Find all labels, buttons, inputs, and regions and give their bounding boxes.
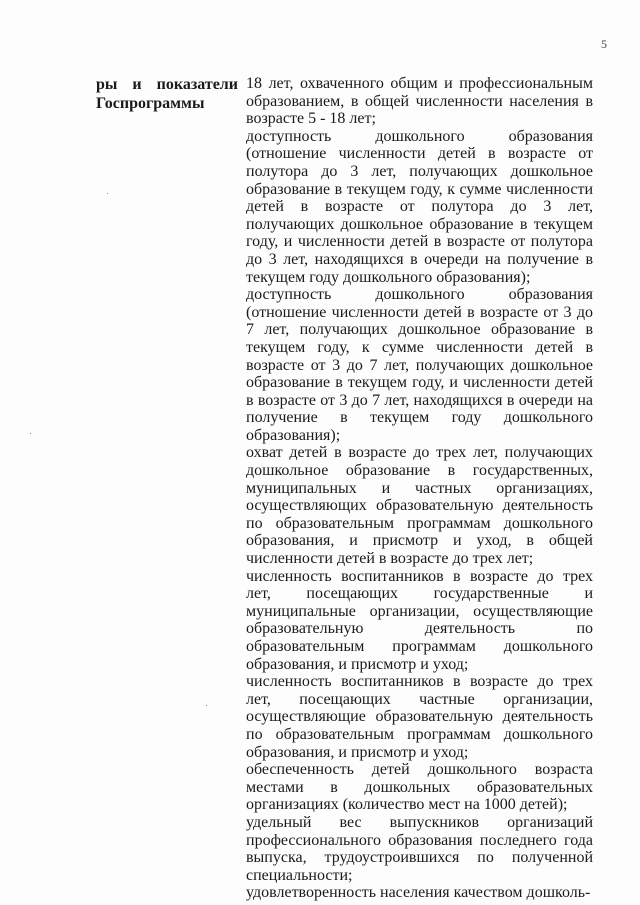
paragraph-places-per-1000: обеспеченность детей дошкольного возраста местами в дошкольных образовательных организациях (количество мест на 1000 детей); bbox=[246, 761, 593, 814]
scan-speck bbox=[206, 705, 207, 706]
scan-speck bbox=[107, 193, 108, 194]
section-label bbox=[96, 75, 238, 114]
scan-speck bbox=[30, 433, 31, 434]
paragraph-pupils-private-orgs: численность воспитанников в возрасте до трех лет, посещающих частные организации, осуществляющие образовательную деятельность по образовательным программам дошкольного образования, и присмотр и уход; bbox=[246, 673, 593, 761]
indicator-list bbox=[246, 75, 593, 902]
paragraph-preschool-access-3-7: доступность дошкольного образования (отношение численности детей в возрасте от 3 до 7 лет, получающих дошкольное образование в текущем году, к сумме численности детей в возрасте от 3 до 7 лет, получающих дошкольное образование в текущем году, и численности детей в возрасте от 3 до 7 лет, находящихся в очереди на получение в текущем году дошкольного образования); bbox=[246, 286, 593, 444]
paragraph-pupils-public-orgs: численность воспитанников в возрасте до трех лет, посещающих государственные и муниципальные организации, осуществляющие образовательную деятельность по образовательным программам дошкольного образования, и присмотр и уход; bbox=[246, 567, 593, 673]
paragraph-satisfaction: удовлетворенность населения качеством дошколь- bbox=[246, 884, 591, 902]
paragraph-preschool-access-1-5-3: доступность дошкольного образования (отношение численности детей в возрасте от полутора до 3 лет, получающих дошкольное образование в текущем году, к сумме численности детей в возрасте от полутора до 3 лет, получающих дошкольное образование в текущем году, и численности детей в возрасте от полутора до 3 лет, находящихся в очереди на получение в текущем году дошкольного образования); bbox=[246, 127, 593, 286]
section-label-line-1: ры и показатели bbox=[96, 76, 238, 93]
page-number: 5 bbox=[601, 37, 607, 51]
paragraph-age-coverage: 18 лет, охваченного общим и профессиональным образованием, в общей численности населения в возрасте 5 - 18 лет; bbox=[246, 75, 593, 128]
paragraph-under-three-coverage: охват детей в возрасте до трех лет, получающих дошкольное образование в государственных, муниципальных и частных организациях, осуществляющих образовательную деятельность по образовательным программам дошкольного образования, и присмотр и уход, в общей численности детей в возрасте до трех лет; bbox=[246, 444, 593, 568]
section-label-line-2: Госпрограммы bbox=[96, 95, 205, 113]
paragraph-graduate-employment: удельный вес выпускников организаций профессионального образования последнего года выпуска, трудоустроившихся по полученной специальности; bbox=[246, 813, 593, 884]
